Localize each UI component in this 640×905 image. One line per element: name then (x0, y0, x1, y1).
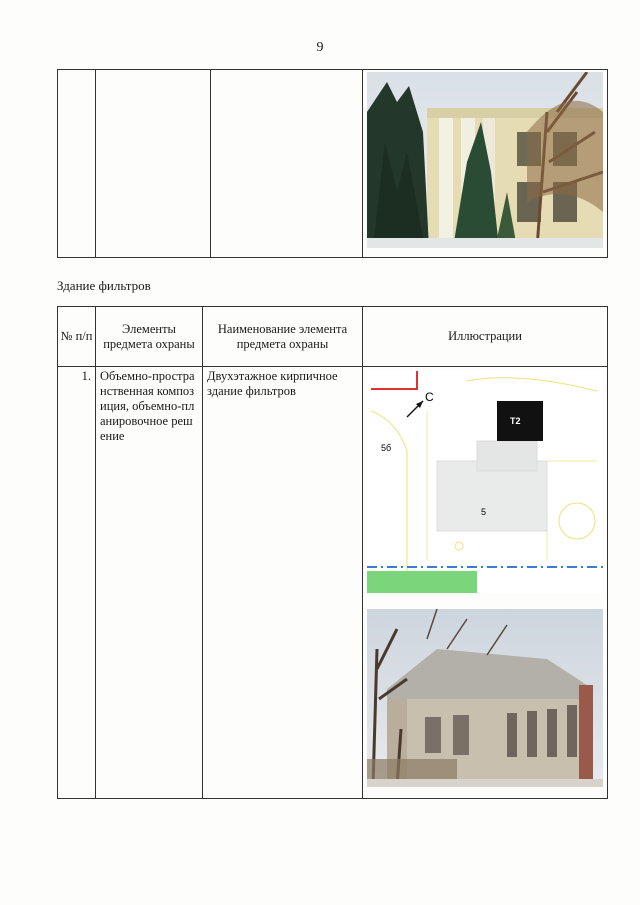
filter-building-photo (367, 609, 603, 787)
section-title: Здание фильтров (57, 278, 151, 293)
label-5b: 5б (381, 443, 392, 453)
row-element: Объемно-пространственная композиция, объемно-планировочное решение (96, 367, 203, 799)
protection-elements-table (57, 306, 608, 799)
label-5: 5 (481, 507, 487, 517)
header-illustrations: Иллюстрации (363, 307, 608, 367)
continuation-number-cell (58, 70, 96, 258)
site-plan-map (367, 371, 603, 593)
building-columns-photo (367, 72, 603, 248)
row-name: Двухэтажное кирпичное здание фильтров (203, 367, 363, 799)
header-name: Наименование элемента предмета охраны (203, 307, 363, 367)
table-row (58, 367, 608, 799)
building-t2-label: Т2 (510, 416, 521, 426)
continuation-element-cell (96, 70, 211, 258)
north-label: С (425, 390, 434, 404)
header-number: № п/п (58, 307, 96, 367)
page-number: 9 (316, 40, 324, 55)
continuation-table (57, 69, 608, 258)
header-elements: Элементы предмета охраны (96, 307, 203, 367)
table-header-row (58, 307, 608, 367)
row-number: 1. (58, 367, 96, 799)
continuation-name-cell (211, 70, 363, 258)
continuation-photo-cell (363, 70, 608, 258)
illustrations-cell (363, 367, 608, 799)
